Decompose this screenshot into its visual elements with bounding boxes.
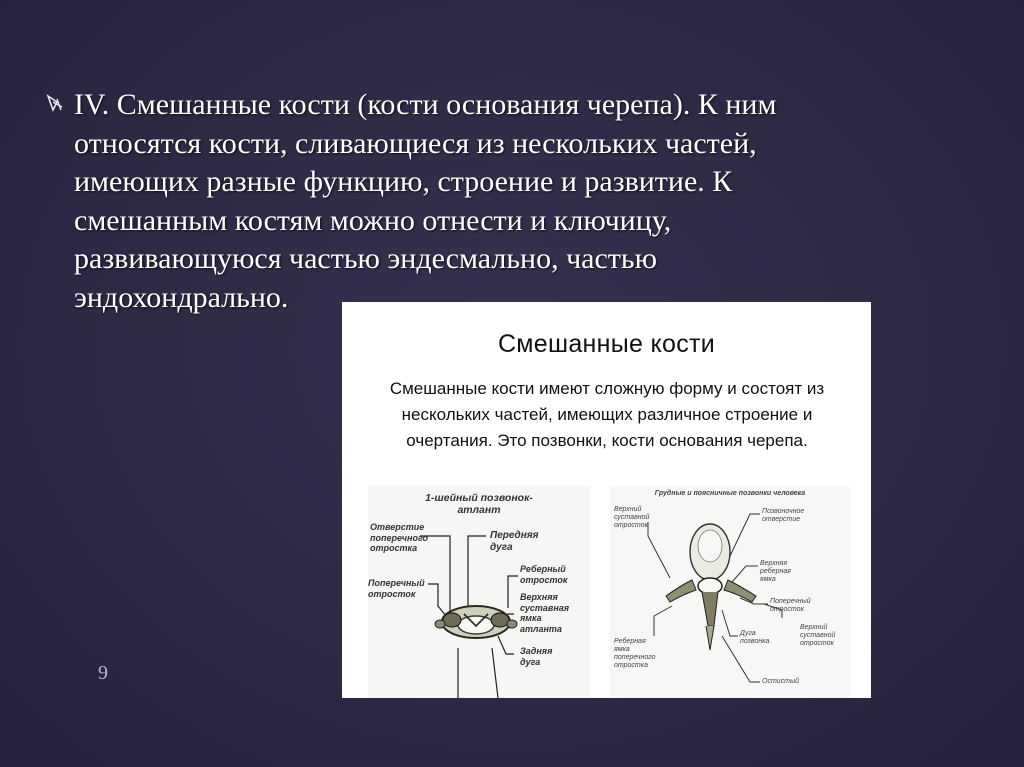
thoracic-label-costal-facet-l1: Реберная <box>614 638 646 645</box>
thoracic-label-costal-facet-l4: отростка <box>614 662 648 669</box>
thoracic-label-sup-art-r-l2: суставной <box>800 632 836 639</box>
atlas-label-costal-l1: Реберный <box>520 564 566 574</box>
card-title: Смешанные кости <box>497 330 716 358</box>
thoracic-label-superior-articular <box>614 506 649 530</box>
thoracic-label-arch-l1: Дуга <box>740 630 756 637</box>
atlas-label-foramen-l3: отростка <box>370 543 418 553</box>
atlas-title-line2: атлант <box>457 504 501 516</box>
thoracic-label-upper-costal-l1: Верхняя <box>760 560 788 567</box>
atlas-label-transverse-l1: Поперечный <box>368 578 425 588</box>
atlas-label-facet-l2: суставная <box>520 602 570 613</box>
atlas-label-transverse-l2: отросток <box>368 588 416 599</box>
thoracic-label-upper-costal-l2: реберная <box>760 568 791 575</box>
bullet-icon <box>44 92 66 114</box>
thoracic-label-vertebral-foramen <box>762 508 804 524</box>
atlas-label-anterior-arch-l1: Передняя <box>490 530 539 541</box>
atlas-label-anterior-arch <box>490 530 539 554</box>
thoracic-label-sup-art-l3: отросток <box>614 522 648 529</box>
atlas-illustration <box>368 486 590 698</box>
thoracic-illustration <box>610 486 850 698</box>
thoracic-label-transverse-l1: Поперечный <box>770 598 811 605</box>
thoracic-label-vert-foramen-l1: Позвоночное <box>762 508 805 515</box>
atlas-bone <box>435 606 517 638</box>
thoracic-label-costal-facet-l3: поперечного <box>614 654 656 661</box>
thoracic-label-sup-art-l1: Верхний <box>614 506 642 513</box>
atlas-label-foramen <box>370 522 428 554</box>
card-description: Смешанные кости имеют сложную форму и состоят из нескольких частей, имеющих различное строение и очертания. Это позвонки, кости основания черепа. <box>389 379 825 450</box>
thoracic-label-costal-facet-l2: ямка <box>614 646 630 653</box>
thoracic-label-upper-costal-l3: ямка <box>760 576 776 583</box>
thoracic-label-arch <box>740 630 769 646</box>
atlas-label-posterior-arch-l1: Задняя <box>520 646 553 656</box>
atlas-label-anterior-arch-l2: дуга <box>490 542 513 553</box>
atlas-label-transverse <box>368 578 425 599</box>
thoracic-label-vert-foramen-l2: отверстие <box>762 516 801 523</box>
atlas-title-line1: 1-шейный позвонок- <box>425 492 533 504</box>
atlas-label-costal-l2: отросток <box>520 574 568 585</box>
atlas-label-foramen-l2: поперечного <box>370 532 429 543</box>
illustration-card <box>342 302 871 698</box>
thoracic-label-superior-articular-right <box>800 624 835 648</box>
thoracic-label-sup-art-l2: суставной <box>614 514 650 521</box>
thoracic-label-costal-facet <box>614 638 656 670</box>
page-number: 9 <box>98 662 108 684</box>
thoracic-label-transverse-l2: отросток <box>770 606 804 613</box>
thoracic-label-arch-l2: позвонка <box>740 638 770 645</box>
atlas-label-posterior-arch <box>520 646 552 667</box>
atlas-label-facet-l3: ямка <box>520 613 542 623</box>
thoracic-label-spinous: Остистый <box>762 678 800 685</box>
thoracic-label-transverse <box>770 598 811 614</box>
atlas-label-costal <box>520 564 567 585</box>
thoracic-title: Грудные и поясничные позвонки человека <box>654 490 806 497</box>
thoracic-label-sup-art-r-l3: отросток <box>800 640 834 647</box>
thoracic-label-upper-costal <box>760 560 791 584</box>
atlas-label-posterior-arch-l2: дуга <box>520 656 541 667</box>
atlas-label-foramen-l1: Отверстие <box>370 522 425 532</box>
atlas-label-facet-l4: атланта <box>520 623 562 634</box>
atlas-label-facet <box>520 592 569 634</box>
atlas-label-facet-l1: Верхняя <box>520 592 558 602</box>
bullet-text: IV. Смешанные кости (кости основания черепа). К ним относятся кости, сливающиеся из нескольких частей, имеющих разные функцию, строение и развитие. К смешанным костям можно отнести и ключицу, развивающуюся частью эндесмально, частью эндохондрально. <box>74 88 777 314</box>
thoracic-label-sup-art-r-l1: Верхний <box>800 624 828 631</box>
